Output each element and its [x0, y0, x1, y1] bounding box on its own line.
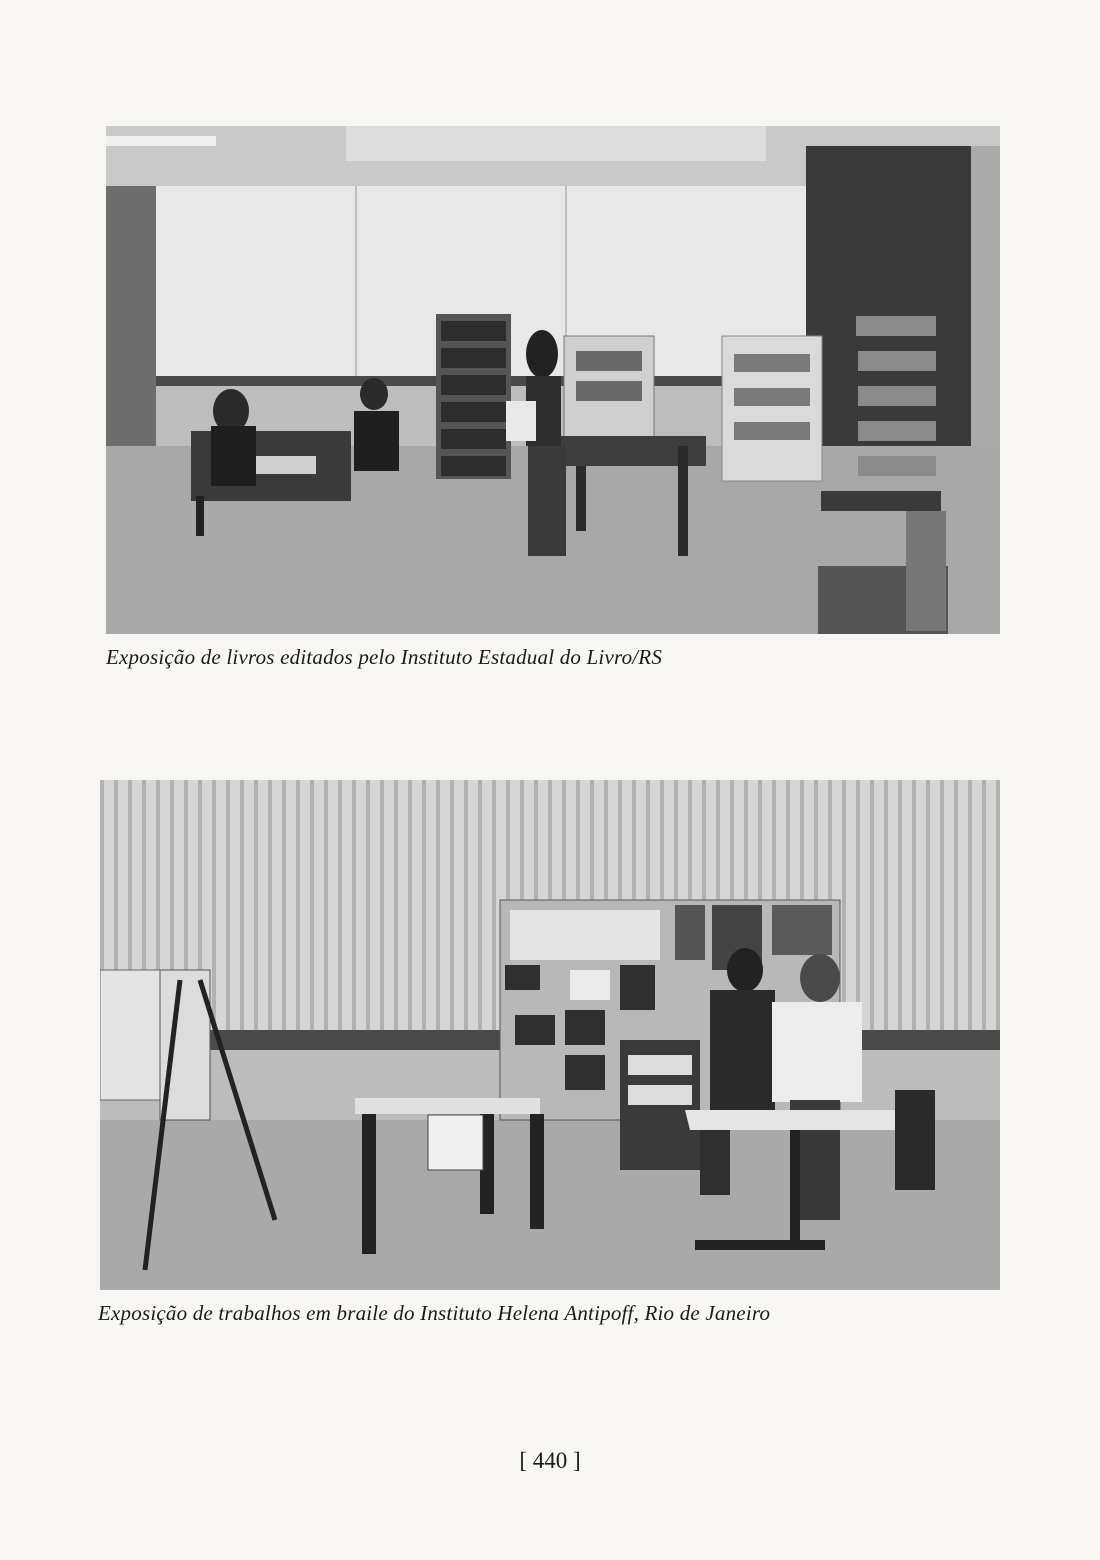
- photo-1-illustration: [106, 126, 1000, 634]
- exhibition-photo-books: [106, 126, 1000, 634]
- page-number: [ 440 ]: [519, 1448, 581, 1473]
- photo-2-illustration: [100, 780, 1000, 1290]
- exhibition-photo-braille: [100, 780, 1000, 1290]
- photo-2-caption: Exposição de trabalhos em braile do Instituto Helena Antipoff, Rio de Janeiro: [98, 1301, 771, 1325]
- photo-1-caption: Exposição de livros editados pelo Instituto Estadual do Livro/RS: [106, 645, 663, 669]
